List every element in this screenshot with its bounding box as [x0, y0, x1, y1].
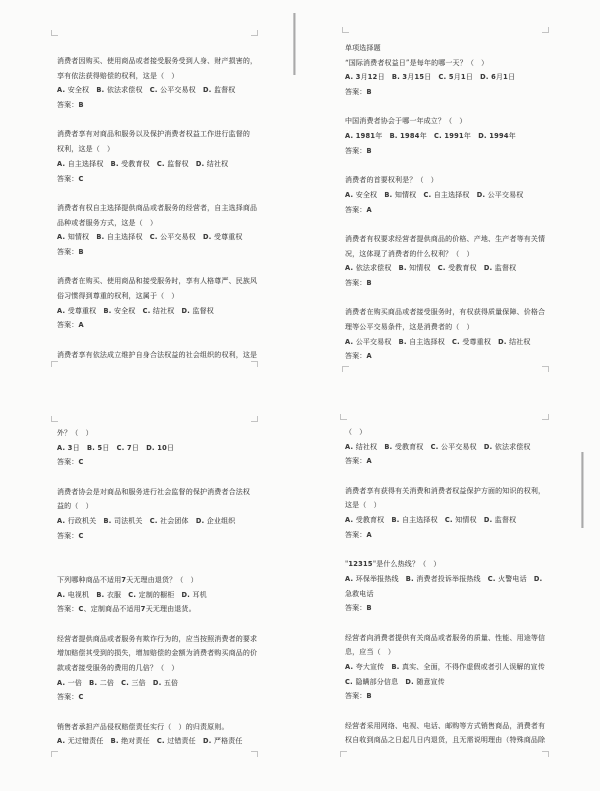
- text-line: 答案：A: [345, 205, 372, 214]
- text-line: 答案：A: [345, 530, 372, 539]
- text-line: 消费者在购买商品或者接受服务时，有权获得质量保障、价格合: [345, 308, 546, 317]
- latin-text-segment: B.: [398, 337, 407, 346]
- latin-text-segment: 12: [367, 73, 378, 82]
- text-line: 俗习惯得到尊重的权利，这属于（ ）: [57, 292, 179, 300]
- text-line: A. 结社权 B. 受教育权 C. 公平交易权 D. 依法求偿权: [345, 442, 531, 451]
- text-line: 答案：B: [345, 279, 372, 287]
- text-line: 消费者在购买、使用商品和接受服务时，享有人格尊严、民族风: [57, 277, 258, 286]
- latin-text-segment: D.: [202, 86, 212, 95]
- latin-text-segment: B.: [96, 590, 105, 599]
- latin-text-segment: 3: [67, 443, 73, 452]
- text-line: 消费者有权要求经营者提供商品的价格、产地、生产者等有关情: [345, 234, 546, 243]
- latin-text-segment: B.: [110, 159, 119, 168]
- latin-text-segment: D.: [483, 516, 493, 525]
- question-block: [345, 425, 545, 469]
- text-line: 答案：C: [57, 174, 84, 183]
- text-line: A. 自主选择权 B. 受教育权 C. 监督权 D. 结社权: [57, 159, 229, 168]
- latin-text-segment: A.: [345, 132, 354, 141]
- question-block: [345, 114, 545, 158]
- latin-text-segment: C.: [116, 443, 125, 452]
- latin-text-segment: 1984: [400, 132, 420, 141]
- latin-text-segment: C.: [487, 574, 496, 583]
- text-line: 理等公平交易条件，这是消费者的（ ）: [345, 323, 474, 332]
- latin-text-segment: 3: [402, 73, 408, 82]
- latin-text-segment: B.: [103, 306, 112, 315]
- latin-text-segment: C.: [437, 264, 446, 273]
- latin-text-segment: A.: [57, 517, 66, 526]
- question-block: [57, 426, 257, 470]
- text-line: A. 1981年 B. 1984年 C. 1991年 D. 1994年: [345, 132, 516, 141]
- text-line: 品种或者服务方式，这是（ ）: [57, 218, 158, 227]
- latin-text-segment: D.: [476, 190, 486, 199]
- latin-text-segment: B.: [86, 443, 96, 452]
- text-line: A. 行政机关 B. 司法机关 C. 社会团体 D. 企业组织: [57, 517, 236, 526]
- table-corner-mark: [342, 366, 349, 372]
- latin-text-segment: B.: [391, 516, 400, 525]
- latin-text-segment: D.: [483, 442, 493, 451]
- table-corner-mark: [542, 414, 549, 420]
- latin-text-segment: B.: [389, 132, 398, 141]
- latin-text-segment: B: [366, 604, 372, 613]
- latin-text-segment: A: [78, 321, 84, 330]
- text-line: A. 受尊重权 B. 安全权 C. 结社权 D. 监督权: [57, 306, 214, 315]
- latin-text-segment: B.: [384, 190, 393, 199]
- latin-text-segment: C.: [149, 86, 158, 95]
- latin-text-segment: 7: [121, 575, 127, 584]
- text-line: A. 3月12日 B. 3月15日 C. 5月1日 D. 6月1日: [345, 73, 516, 82]
- table-corner-mark: [340, 414, 347, 420]
- latin-text-segment: A.: [345, 663, 354, 671]
- latin-text-segment: A.: [57, 233, 66, 242]
- table-corner-mark: [51, 416, 58, 422]
- text-line: 经营者采用网络、电视、电话、邮购等方式销售商品，消费者有: [345, 721, 546, 730]
- text-line: A. 夸大宣传 B. 真实、全面，不得作虚假或者引人误解的宣传: [345, 663, 545, 671]
- latin-text-segment: B.: [391, 73, 401, 82]
- text-line: 答案：B: [345, 146, 372, 155]
- latin-text-segment: D.: [195, 159, 205, 168]
- text-line: 答案：B: [57, 247, 84, 256]
- latin-text-segment: D.: [202, 233, 212, 242]
- table-corner-mark: [251, 751, 258, 757]
- latin-text-segment: D.: [195, 517, 205, 526]
- latin-text-segment: D.: [181, 306, 191, 315]
- latin-text-segment: C.: [434, 132, 442, 141]
- question-block: [57, 485, 257, 544]
- latin-text-segment: C.: [444, 516, 453, 525]
- doc-page-bottom-right: [340, 414, 549, 757]
- table-corner-mark: [542, 27, 549, 33]
- latin-text-segment: D.: [152, 678, 162, 687]
- text-line: A. 受教育权 B. 自主选择权 C. 知情权 D. 监督权: [345, 516, 517, 525]
- latin-text-segment: C.: [345, 677, 353, 686]
- text-line: 经营者向消费者提供有关商品或者服务的质量、性能、用途等信: [345, 633, 546, 642]
- latin-text-segment: B: [366, 279, 372, 287]
- latin-text-segment: D.: [480, 73, 489, 82]
- text-line: A. 依法求偿权 B. 知情权 C. 受教育权 D. 监督权: [345, 264, 517, 273]
- text-line: 答案：C: [57, 531, 84, 540]
- latin-text-segment: C.: [156, 159, 165, 168]
- text-line: 消费者享有获得有关消费和消费者权益保护方面的知识的权利，: [345, 486, 546, 495]
- question-block: [57, 274, 257, 333]
- latin-text-segment: A.: [345, 442, 354, 451]
- text-line: 权自收到商品之日起几日内退货，且无需说明理由（特殊商品除: [345, 736, 546, 745]
- latin-text-segment: C: [78, 693, 84, 702]
- text-line: C. 隐瞒部分信息 D. 随意宣传: [345, 677, 445, 686]
- text-line: 这是（ ）: [345, 501, 381, 510]
- question-block: [345, 41, 545, 100]
- latin-text-segment: B.: [110, 737, 119, 746]
- latin-text-segment: A.: [345, 337, 354, 346]
- table-corner-mark: [542, 366, 549, 372]
- latin-text-segment: B.: [391, 663, 400, 671]
- latin-text-segment: D.: [498, 337, 507, 346]
- question-block: [57, 348, 257, 363]
- latin-text-segment: C.: [430, 442, 439, 451]
- text-line: A. 电视机 B. 衣服 C. 定制的橱柜 D. 耳机: [57, 590, 207, 599]
- latin-text-segment: A.: [345, 516, 354, 525]
- question-block: [345, 484, 545, 543]
- latin-text-segment: 12315: [348, 560, 373, 569]
- text-line: A. 一倍 B. 二倍 C. 三倍 D. 五倍: [57, 678, 179, 687]
- text-line: 经营者提供商品或者服务有欺诈行为的，应当按照消费者的要求: [57, 634, 258, 643]
- text-line: 消费者享有对商品和服务以及保护消费者权益工作进行监督的: [57, 130, 251, 139]
- question-block: [345, 557, 545, 616]
- latin-text-segment: C.: [149, 233, 158, 242]
- text-line: 中国消费者协会于哪一年成立？（ ）: [345, 117, 467, 126]
- text-line: 消费者因购买、使用商品或者接受服务受到人身、财产损害的，: [57, 57, 258, 65]
- latin-text-segment: A.: [57, 590, 66, 599]
- text-line: 消费者的首要权利是？（ ）: [345, 176, 438, 185]
- page-text-content: [345, 425, 545, 748]
- text-line: 答案：C: [57, 458, 84, 467]
- page-text-content: [57, 54, 257, 362]
- latin-text-segment: B: [366, 146, 372, 155]
- latin-text-segment: 15: [414, 73, 425, 82]
- text-line: 消费者协会是对商品和服务进行社会监督的保护消费者合法权: [57, 487, 251, 496]
- latin-text-segment: D.: [146, 443, 155, 452]
- latin-text-segment: D.: [181, 590, 191, 599]
- page-text-content: [57, 426, 257, 749]
- latin-text-segment: B: [366, 88, 372, 97]
- text-line: A. 公平交易权 B. 自主选择权 C. 受尊重权 D. 结社权: [345, 337, 531, 346]
- text-line: "12315"是什么热线？（ ）: [345, 560, 441, 569]
- text-line: 享有依法获得赔偿的权利，这是（ ）: [57, 71, 179, 80]
- question-block: [345, 305, 545, 364]
- page-text-content: [345, 41, 545, 364]
- latin-text-segment: D.: [533, 574, 543, 583]
- latin-text-segment: C.: [142, 306, 151, 315]
- text-line: A. 3日 B. 5日 C. 7日 D. 10日: [57, 443, 175, 452]
- text-line: 答案：A: [345, 352, 372, 361]
- latin-text-segment: 1994: [489, 132, 509, 141]
- latin-text-segment: A.: [345, 190, 354, 199]
- latin-text-segment: B.: [398, 264, 407, 273]
- question-block: [345, 631, 545, 704]
- table-corner-mark: [251, 416, 258, 422]
- text-line: 益的（ ）: [57, 502, 93, 511]
- latin-text-segment: A.: [57, 443, 66, 452]
- latin-text-segment: C.: [128, 590, 137, 599]
- text-line: 答案：C、定制商品不适用7天无理由退货。: [57, 605, 196, 614]
- question-block: [345, 173, 545, 217]
- table-corner-mark: [251, 30, 258, 36]
- text-line: 消费者有权自主选择提供商品或者服务的经营者，自主选择商品: [57, 203, 258, 212]
- question-block: [57, 573, 257, 617]
- text-line: 权利，这是（ ）: [57, 145, 115, 154]
- text-line: 单项选择题: [345, 44, 381, 52]
- page-edge-divider-line: [293, 13, 296, 75]
- text-line: （ ）: [345, 428, 367, 436]
- latin-text-segment: B.: [103, 517, 112, 526]
- table-corner-mark: [342, 27, 349, 33]
- latin-text-segment: A.: [57, 678, 66, 687]
- latin-text-segment: C: [78, 531, 84, 540]
- doc-page-top-right: [342, 27, 549, 372]
- text-line: 答案：C: [57, 693, 84, 702]
- latin-text-segment: C.: [452, 337, 460, 346]
- text-line: 答案：B: [345, 604, 372, 613]
- table-corner-mark: [542, 751, 549, 757]
- latin-text-segment: D.: [483, 264, 493, 273]
- text-line: A. 知情权 B. 自主选择权 C. 公平交易权 D. 受尊重权: [57, 233, 243, 242]
- latin-text-segment: C: [78, 458, 84, 467]
- doc-page-top-left: [51, 30, 258, 367]
- text-line: A. 环保举报热线 B. 消费者投诉举报热线 C. 火警电话 D.: [345, 574, 543, 583]
- text-line: A. 安全权 B. 依法求偿权 C. 公平交易权 D. 监督权: [57, 86, 236, 95]
- latin-text-segment: B: [366, 692, 372, 701]
- text-line: 答案：B: [57, 101, 84, 110]
- latin-text-segment: 7: [127, 443, 132, 452]
- latin-text-segment: A.: [57, 306, 66, 315]
- latin-text-segment: 6: [491, 73, 497, 82]
- latin-text-segment: 5: [448, 73, 454, 82]
- latin-text-segment: B: [78, 101, 84, 110]
- latin-text-segment: A: [366, 457, 372, 466]
- latin-text-segment: B: [78, 247, 84, 256]
- latin-text-segment: B.: [96, 86, 105, 95]
- latin-text-segment: 1981: [355, 132, 376, 141]
- latin-text-segment: C.: [423, 190, 432, 199]
- text-line: 外？（ ）: [57, 429, 93, 437]
- text-line: “国际消费者权益日”是每年的哪一天？（ ）: [345, 58, 489, 67]
- question-block: [57, 201, 257, 260]
- text-line: 款或者接受服务的费用的几倍？（ ）: [57, 664, 179, 673]
- latin-text-segment: A.: [345, 574, 354, 583]
- text-line: 急救电话: [345, 589, 374, 598]
- latin-text-segment: A: [366, 530, 372, 539]
- latin-text-segment: B.: [89, 678, 98, 687]
- question-block: [57, 632, 257, 705]
- table-corner-mark: [340, 751, 347, 757]
- latin-text-segment: D.: [478, 132, 487, 141]
- question-block: [57, 720, 257, 749]
- text-line: 增加赔偿其受到的损失，增加赔偿的金额为消费者购买商品的价: [57, 649, 258, 658]
- latin-text-segment: A.: [345, 264, 354, 273]
- latin-text-segment: D.: [405, 677, 414, 686]
- latin-text-segment: 1991: [444, 132, 464, 141]
- latin-text-segment: C.: [149, 517, 158, 526]
- latin-text-segment: A.: [345, 73, 354, 82]
- latin-text-segment: D.: [202, 737, 212, 746]
- latin-text-segment: A: [366, 205, 372, 214]
- latin-text-segment: 3: [355, 73, 361, 82]
- latin-text-segment: B.: [384, 442, 393, 451]
- latin-text-segment: 5: [97, 443, 103, 452]
- question-block: [345, 719, 545, 748]
- text-line: 答案：B: [345, 692, 372, 701]
- latin-text-segment: 7: [140, 605, 146, 614]
- page-edge-divider-line: [581, 452, 584, 528]
- latin-text-segment: A: [366, 352, 372, 361]
- text-line: 答案：B: [345, 88, 372, 97]
- question-block: [345, 232, 545, 291]
- latin-text-segment: C: [78, 174, 84, 183]
- text-line: A. 无过错责任 B. 绝对责任 C. 过错责任 D. 严格责任: [57, 737, 243, 746]
- latin-text-segment: B.: [405, 574, 414, 583]
- question-block: [57, 127, 257, 186]
- text-line: 下列哪种商品不适用7天无理由退货？（ ）: [57, 575, 198, 584]
- text-line: 息，应当（ ）: [345, 648, 396, 657]
- latin-text-segment: A.: [57, 737, 66, 746]
- latin-text-segment: A.: [57, 86, 66, 95]
- latin-text-segment: C.: [438, 73, 447, 82]
- latin-text-segment: C.: [121, 678, 130, 687]
- latin-text-segment: 1: [503, 73, 509, 82]
- doc-page-bottom-left: [51, 416, 258, 757]
- text-line: A. 安全权 B. 知情权 C. 自主选择权 D. 公平交易权: [345, 190, 524, 199]
- question-block: [57, 54, 257, 113]
- text-line: 销售者承担产品侵权赔偿责任实行（ ）的归责原则。: [57, 722, 229, 731]
- latin-text-segment: 1: [460, 73, 466, 82]
- text-line: 况，这体现了消费者的什么权利？（ ）: [345, 249, 474, 258]
- table-corner-mark: [51, 751, 58, 757]
- latin-text-segment: B.: [96, 233, 105, 242]
- latin-text-segment: A.: [57, 159, 66, 168]
- text-line: 消费者享有依法成立维护自身合法权益的社会组织的权利，这是: [57, 350, 258, 359]
- latin-text-segment: 10: [157, 443, 167, 452]
- table-corner-mark: [51, 30, 58, 36]
- latin-text-segment: C.: [156, 737, 165, 746]
- text-line: 答案：A: [345, 457, 372, 466]
- latin-text-segment: C: [78, 605, 84, 614]
- text-line: 答案：A: [57, 321, 84, 330]
